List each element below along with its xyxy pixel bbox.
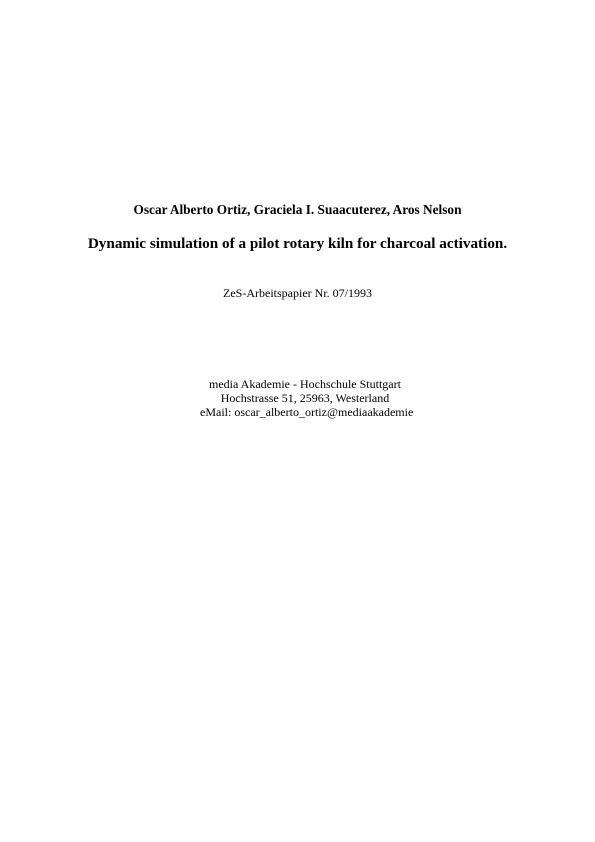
working-paper-number: ZeS-Arbeitspapier Nr. 07/1993 — [223, 286, 372, 300]
email-line: eMail: oscar_alberto_ortiz@mediaakademie — [200, 405, 414, 419]
institution-line: media Akademie - Hochschule Stuttgart — [209, 377, 401, 391]
street-line: Hochstrasse 51, 25963, Westerland — [220, 391, 390, 405]
address-block — [200, 377, 414, 419]
author-list: Oscar Alberto Ortiz, Graciela I. Suaacuterez, Aros Nelson — [133, 202, 462, 217]
paper-title: Dynamic simulation of a pilot rotary kiln for charcoal activation. — [87, 235, 508, 252]
